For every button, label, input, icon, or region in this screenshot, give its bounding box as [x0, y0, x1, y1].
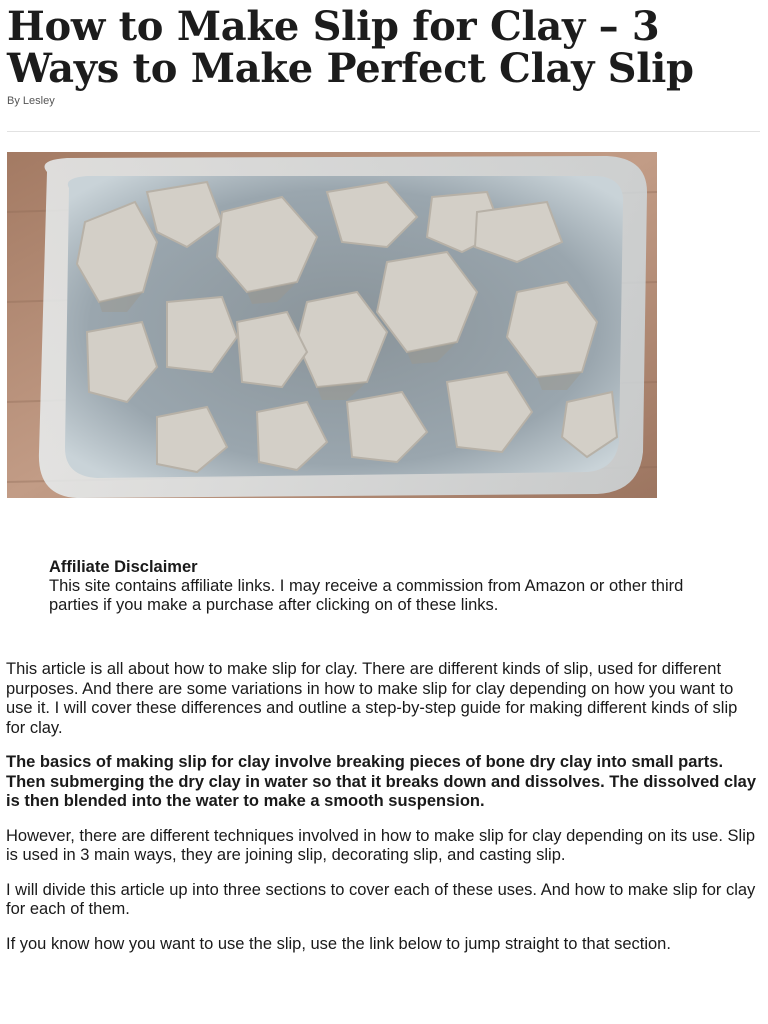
author-byline[interactable]: By Lesley [7, 95, 55, 107]
page-title: How to Make Slip for Clay – 3 Ways to Make Perfect Clay Slip [7, 3, 694, 92]
affiliate-disclaimer [49, 558, 729, 615]
article-body [6, 660, 761, 969]
featured-image-clay-in-water [7, 152, 657, 498]
sections-paragraph: I will divide this article up into three sections to cover each of these uses. And how to make slip for clay for each of them. [6, 880, 756, 918]
summary-paragraph: The basics of making slip for clay involve breaking pieces of bone dry clay into small parts. Then submerging the dry clay in water so that it breaks down and dissolves. The dissolved clay is then blended into the water to make a smooth suspension. [6, 753, 757, 810]
disclaimer-text: This site contains affiliate links. I may receive a commission from Amazon or other third parties if you make a purchase after clicking on of these links. [49, 577, 684, 614]
techniques-paragraph: However, there are different techniques involved in how to make slip for clay depending on its use. Slip is used in 3 main ways, they are joining slip, decorating slip, and casting slip. [6, 826, 756, 864]
jump-link-paragraph: If you know how you want to use the slip, use the link below to jump straight to that section. [6, 934, 671, 953]
header-divider [7, 131, 760, 132]
disclaimer-title: Affiliate Disclaimer [49, 558, 198, 576]
intro-paragraph: This article is all about how to make slip for clay. There are different kinds of slip, used for different purposes. And there are some variations in how to make slip for clay depending on how you want to use it. I will cover these differences and outline a step-by-step guide for making different kinds of slip for clay. [6, 660, 738, 737]
